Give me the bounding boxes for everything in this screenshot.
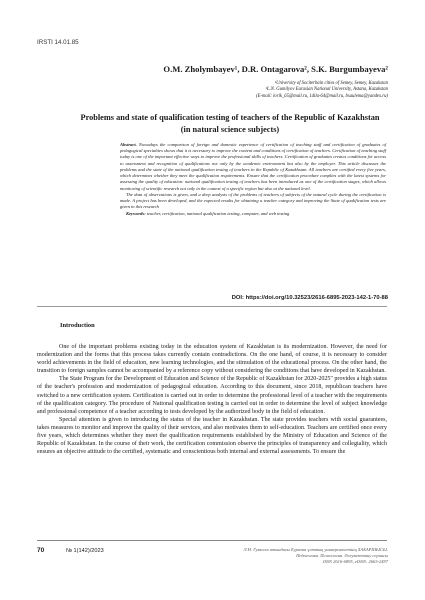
divider xyxy=(37,306,387,307)
affiliation-line: ²L.N. Gumilyov Eurasian National University, Astana, Kazakstan xyxy=(265,87,388,93)
journal-issn: ISSN 2616-6895, eISSN: 2663-2497 xyxy=(323,559,388,564)
abstract-text-2: The data of observations is given, and a deep analysis of the problems of teachers of subjects of the natural cycle during the certification is made. A project has been developed, and the expected results for obtaining a teacher category and improving the State of qualification tests are given in this research xyxy=(120,191,386,210)
article-title xyxy=(60,112,400,135)
journal-line: Педагогика. Психология. Әлеуметтану сериясы xyxy=(296,553,388,558)
affiliations xyxy=(148,81,388,100)
paragraph: The State Program for the Development of Education and Science of the Republic of Kazakhstan for 2020-2025" provides a high status of the teacher's profession and modernization of pedagogical education. According to this document, since 2018, republican teachers have switched to a new certification system. Certification is carried out in order to determine the professional level of a teacher with the requirements of the qualification category. The procedure of National qualification testing is carried out in order to determine the level of subject knowledge and professional competence of a teacher according to tests developed by the authorized body in the field of education. xyxy=(37,376,387,415)
authors: O.M. Zholymbayev¹, D.R. Ontagarova², S.K. Burgumbayeva² xyxy=(163,64,388,74)
keywords: teacher, certification, national qualification testing, computer, and web testing xyxy=(146,210,290,216)
issue-number: № 1(142)/2023 xyxy=(66,548,104,554)
author-emails: (E-mail: lorik_65@mail.ru, 1dila-64@mail.ru, bsaulema@yandex.ru) xyxy=(256,93,388,99)
abstract-text: Nowadays the comparison of foreign and domestic experience of certification of teaching staff and certification of graduates of pedagogical specialties shows that it is necessary to improve the content and conditions of certification of teachers. Certification of teaching staff today is one of the important effective ways to improve the professional skills of teachers. Certification of graduates creates conditions for access to assessment and recognition of qualifications not only by the academic environment but also by the employer. This article discusses the problems and the state of the national qualification testing of teachers in the Republic of Kazakhstan. All teachers are certified every five years, which determines whether they meet the qualification requirements. Ensure that the certification procedure complies with the latest systems for assessing the quality of education: national qualification testing of teachers has been introduced as one of the certification stages, which allows monitoring of scientific research not only in the context of a specific region but also at the national level. xyxy=(120,142,387,191)
footer-divider xyxy=(37,540,387,541)
keywords-label: Keywords: xyxy=(126,210,146,216)
section-heading-introduction: Introduction xyxy=(60,322,95,329)
paragraph: One of the important problems existing today in the education system of Kazakhstan is its modernization. However, the need for modernization and the forms that this process takes currently contain contradictions. On the one hand, of course, it is necessary to consider world achievements in the field of education, new learning technologies, and the stimulation of the educational process. On the other hand, the transition to foreign samples cannot be accompanied by a reference copy without considering the conditions that have developed in Kazakhstan. xyxy=(37,344,387,375)
affiliation-line: ¹University of Sociterbain cities of Semey, Semey, Kazakstan xyxy=(274,81,388,86)
body-text xyxy=(37,343,387,456)
journal-info xyxy=(223,547,388,565)
doi-link[interactable]: DOI: https://doi.org/10.32523/2616-6895-2023-142-1-70-88 xyxy=(231,295,388,301)
abstract-label: Abstract. xyxy=(120,142,137,147)
abstract xyxy=(120,142,386,217)
journal-line: Л.Н. Гумилев атындағы Еуразия ұлттық университетінің ХАБАРШЫСЫ. xyxy=(243,547,388,552)
title-line: (in natural science subjects) xyxy=(180,124,280,134)
paragraph: Special attention is given to introducing the status of the teacher in Kazakhstan. The state provides teachers with social guarantees, takes measures to monitor and improve the quality of their services, and also motivates them to self-education. Teachers are certified once every five years, which determines whether they meet the qualification requirements established by the Ministry of Education and Science of the Republic of Kazakhstan. In the course of their work, the certification commission observe the principles of transparency and collegiality, which ensures an objective attitude to the certified, systematic and conscientious both internal and external assessments. To ensure the xyxy=(37,416,387,456)
irsti-code: IRSTI 14.01.85 xyxy=(37,39,79,46)
page-number: 70 xyxy=(37,547,45,554)
title-line: Problems and state of qualification testing of teachers of the Republic of Kazakhstan xyxy=(80,113,380,122)
